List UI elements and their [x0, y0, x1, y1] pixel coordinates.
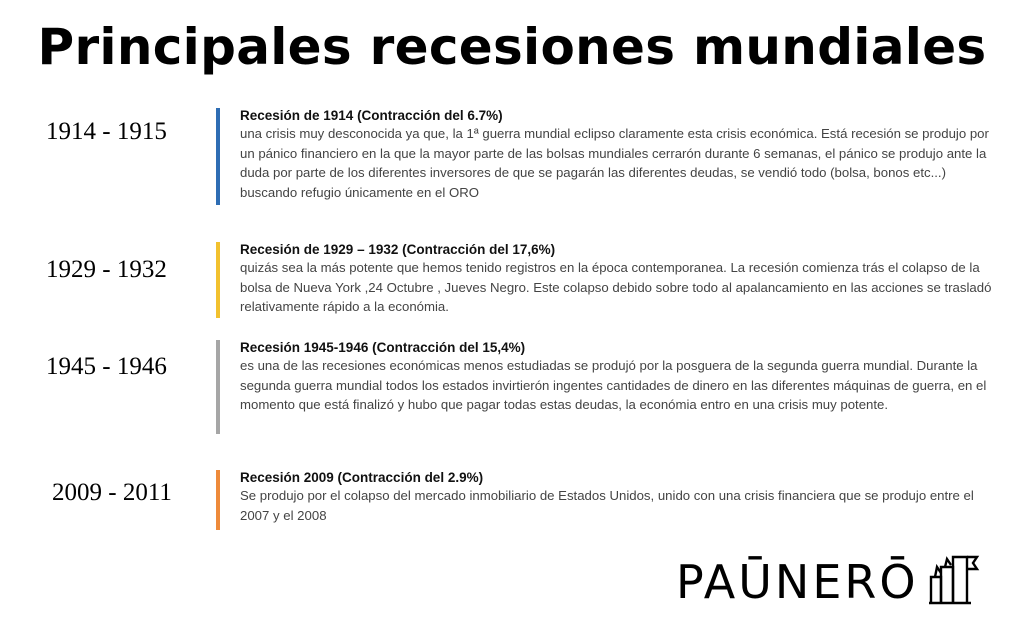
entry-color-bar [216, 242, 220, 318]
building-flags-icon [927, 553, 981, 610]
entry-heading: Recesión 2009 (Contracción del 2.9%) [240, 470, 484, 485]
page-title: Principales recesiones mundiales [37, 18, 987, 76]
entry-body: una crisis muy desconocida ya que, la 1ª guerra mundial eclipso claramente esta crisis económica. Está recesión se produjo por un pánico financiero en la que la mayor parte de las bolsas mundiales cerrarón durante 6 semanas, el pánico se produjo ante la duda por parte de los diferentes inversores de que se pagarán las diferentes deudas, se vendió todo (bolsa, bonos etc...) buscando refugio únicamente en el ORO [240, 126, 989, 200]
entry-text [240, 470, 1000, 525]
entry-heading: Recesión de 1914 (Contracción del 6.7%) [240, 108, 503, 123]
entry-text [240, 108, 1000, 202]
paunero-logo [676, 553, 981, 610]
entry-heading: Recesión 1945-1946 (Contracción del 15,4%) [240, 340, 526, 355]
entry-years: 1929 - 1932 [46, 256, 167, 283]
entry-body: quizás sea la más potente que hemos tenido registros en la época contemporanea. La recesión comienza trás el colapso de la bolsa de Nueva York ,24 Octubre , Jueves Negro. Este colapso debido sobre todo al apalancamiento en las acciones se trasladó relativamente rápido a la económia. [240, 260, 992, 314]
entry-years: 1914 - 1915 [46, 118, 167, 145]
entry-color-bar [216, 108, 220, 205]
entry-text [240, 340, 1000, 415]
entry-color-bar [216, 470, 220, 530]
logo-text: PAŪNERŌ [676, 554, 919, 609]
entry-years: 2009 - 2011 [52, 479, 172, 506]
entry-years: 1945 - 1946 [46, 353, 167, 380]
entry-text [240, 242, 1000, 317]
entry-heading: Recesión de 1929 – 1932 (Contracción del 17,6%) [240, 242, 556, 257]
entry-body: Se produjo por el colapso del mercado inmobiliario de Estados Unidos, unido con una crisis financiera que se produjo entre el 2007 y el 2008 [240, 488, 974, 523]
entry-color-bar [216, 340, 220, 434]
entry-body: es una de las recesiones económicas menos estudiadas se produjó por la posguera de la segunda guerra mundial. Durante la segunda guerra mundial todos los estados invirtierón ingentes cantidades de dinero en las diferentes máquinas de guerra, en el momento que está finalizó y hubo que pagar todas estas deudas, la económia entro en una crisis muy potente. [240, 358, 987, 412]
